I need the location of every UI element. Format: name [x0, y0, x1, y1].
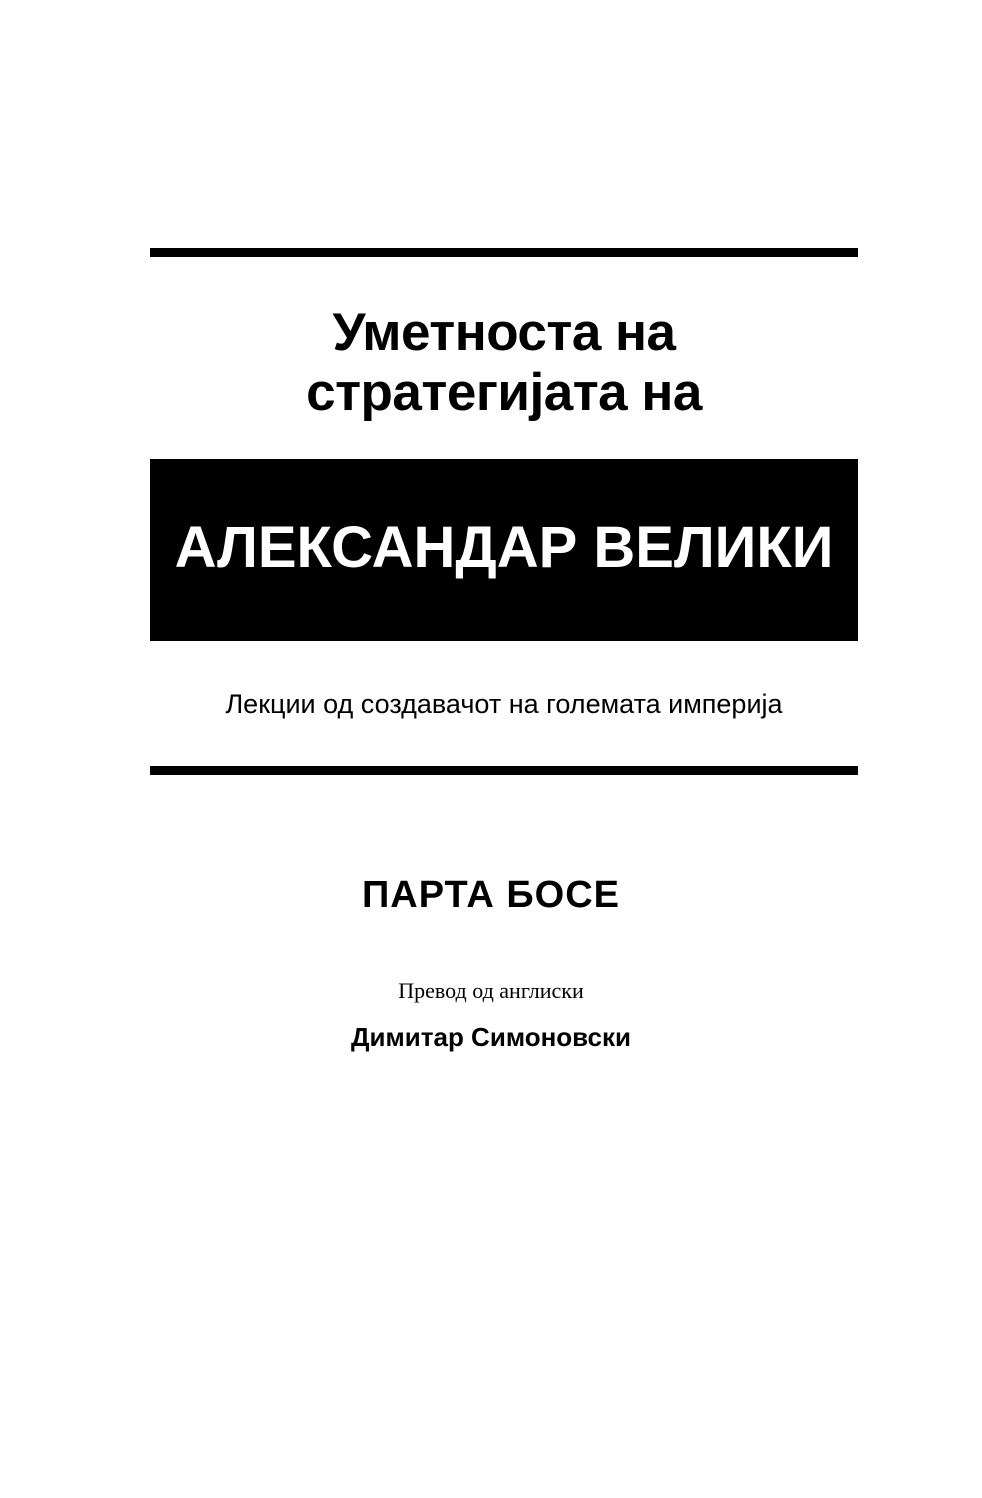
page-title [150, 303, 858, 423]
translation-label: Превод од англиски [398, 978, 584, 1003]
translator-name: Димитар Симоновски [351, 1022, 631, 1052]
title-banner [150, 459, 858, 641]
title-line-1: Уметноста на [332, 303, 676, 362]
top-rule [150, 248, 858, 257]
subtitle: Лекции од создавачот на големата империја [225, 688, 783, 719]
author-name: ПАРТА БОСЕ [361, 874, 621, 916]
title-block [150, 248, 858, 775]
bottom-rule [150, 766, 858, 775]
banner-title: АЛЕКСАНДАР ВЕЛИКИ [174, 514, 834, 580]
title-line-2: стратегијата на [306, 362, 702, 422]
